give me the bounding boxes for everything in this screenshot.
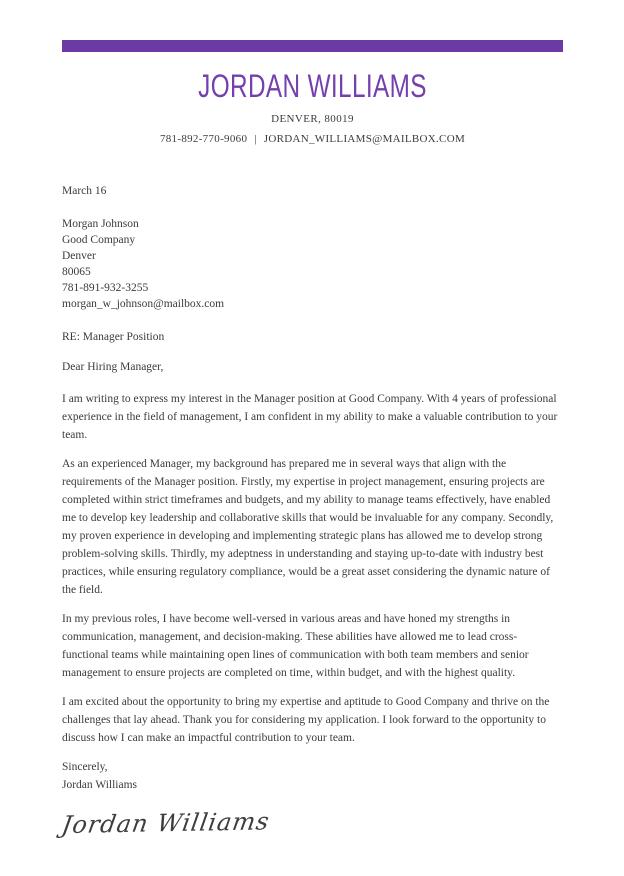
applicant-phone: 781-892-770-9060 xyxy=(159,133,248,145)
body-paragraph-3: In my previous roles, I have become well-versed in various areas and have honed my strengths in communication, management, and decision-making. These abilities have allowed me to lead cross-functional teams while maintaining open lines of communication with both team members and senior management to ensure projects are completed on time, within budget, and with the highest quality. xyxy=(62,613,529,679)
header-accent-bar xyxy=(62,40,563,52)
recipient-city: Denver xyxy=(62,250,96,262)
recipient-name: Morgan Johnson xyxy=(62,218,139,230)
letter-date: March 16 xyxy=(62,185,107,197)
recipient-email: morgan_w_johnson@mailbox.com xyxy=(62,298,225,310)
signer-name: Jordan Williams xyxy=(62,779,138,791)
closing-word: Sincerely, xyxy=(62,761,108,773)
recipient-phone: 781-891-932-3255 xyxy=(62,282,149,294)
closing-block xyxy=(62,758,563,794)
recipient-company: Good Company xyxy=(62,234,136,246)
body-paragraph-4: I am excited about the opportunity to bring my expertise and aptitude to Good Company and thrive on the challenges that lay ahead. Thank you for considering my application. I look forward to the opportunity to discuss how I can make an impactful contribution to your team. xyxy=(62,696,550,744)
applicant-location: DENVER, 80019 xyxy=(271,113,354,125)
body-paragraph-2: As an experienced Manager, my background has prepared me in several ways that align with the requirements of the Manager position. Firstly, my expertise in project management, ensuring projects are completed within strict timeframes and budgets, and my ability to manage teams effectively, have enabled me to develop key leadership and collaborative skills that would be invaluable for any company. Secondly, my proven experience in developing and implementing strategic plans has allowed me to develop strong problem-solving skills. Thirdly, my adeptness in understanding and staying up-to-date with industry best practices, while ensuring regulatory compliance, would be a great asset considering the dynamic nature of the field. xyxy=(62,458,554,596)
applicant-email: JORDAN_WILLIAMS@MAILBOX.COM xyxy=(263,133,466,145)
recipient-zip: 80065 xyxy=(62,266,91,278)
letter-body xyxy=(59,182,563,840)
applicant-contact-line xyxy=(62,133,563,146)
salutation: Dear Hiring Manager, xyxy=(62,361,164,373)
body-paragraph-1: I am writing to express my interest in the Manager position at Good Company. With 4 years of professional experience in the field of management, I am confident in my ability to make a valuable contribution to your team. xyxy=(62,393,558,441)
contact-separator: | xyxy=(254,133,257,145)
letter-header xyxy=(62,68,563,146)
signature-script: Jordan Williams xyxy=(59,807,272,840)
applicant-name: JORDAN WILLIAMS xyxy=(198,68,427,104)
recipient-block xyxy=(62,216,563,312)
subject-line: RE: Manager Position xyxy=(62,331,165,343)
